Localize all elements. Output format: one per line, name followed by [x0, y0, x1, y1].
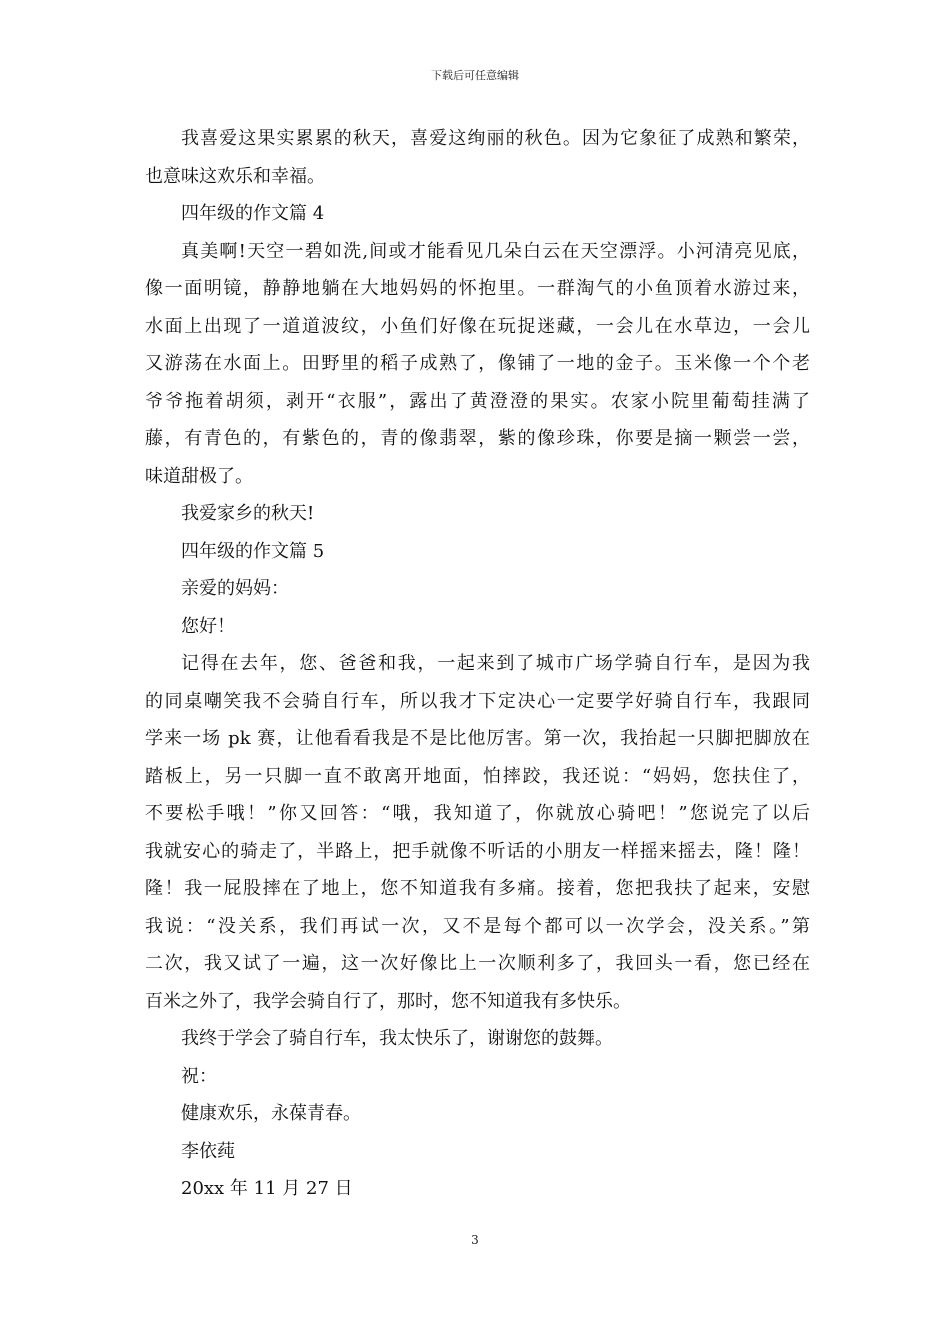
letter-signature: 李依莼 — [181, 1140, 235, 1162]
paragraph-line: 我说：“没关系，我们再试一次，又不是每个都可以一次学会，没关系。”第 — [145, 915, 810, 937]
paragraph-line: 又游荡在水面上。田野里的稻子成熟了，像铺了一地的金子。玉米像一个个老 — [145, 353, 810, 374]
paragraph-line: 我爱家乡的秋天! — [181, 503, 315, 524]
paragraph-line: 隆！我一屁股摔在了地上，您不知道我有多痛。接着，您把我扶了起来，安慰 — [145, 878, 810, 899]
paragraph-line: 二次，我又试了一遍，这一次好像比上一次顺利多了，我回头一看，您已经在 — [145, 953, 810, 974]
letter-salutation: 亲爱的妈妈： — [181, 578, 289, 599]
paragraph-line: 我就安心的骑走了，半路上，把手就像不听话的小朋友一样摇来摇去，隆！隆！ — [145, 840, 810, 862]
section-heading: 四年级的作文篇 4 — [181, 203, 325, 224]
letter-greeting: 您好！ — [181, 615, 235, 637]
paragraph-line: 不要松手哦！”你又回答：“哦，我知道了，你就放心骑吧！”您说完了以后 — [145, 803, 810, 824]
paragraph-line: 水面上出现了一道道波纹，小鱼们好像在玩捉迷藏，一会儿在水草边，一会儿 — [145, 315, 810, 337]
document-body — [145, 120, 810, 1208]
page-number: 3 — [471, 1233, 479, 1247]
paragraph-line: 像一面明镜，静静地躺在大地妈妈的怀抱里。一群淘气的小鱼顶着水游过来， — [145, 278, 810, 299]
paragraph-line: 也意味这欢乐和幸福。 — [145, 165, 325, 187]
letter-closing-wish: 健康欢乐，永葆青春。 — [181, 1103, 361, 1124]
paragraph-line: 记得在去年，您、爸爸和我，一起来到了城市广场学骑自行车，是因为我 — [181, 653, 810, 674]
paragraph-line: 味道甜极了。 — [145, 465, 253, 487]
section-heading: 四年级的作文篇 5 — [181, 540, 325, 562]
paragraph-line: 真美啊!天空一碧如洗,间或才能看见几朵白云在天空漂浮。小河清亮见底， — [181, 240, 810, 262]
paragraph-line: 我喜爱这果实累累的秋天，喜爱这绚丽的秋色。因为它象征了成熟和繁荣， — [181, 128, 810, 149]
page-header: 下载后可任意编辑 — [431, 69, 519, 82]
paragraph-line: 的同桌嘲笑我不会骑自行车，所以我才下定决心一定要学好骑自行车，我跟同 — [145, 690, 810, 712]
paragraph-line: 藤，有青色的，有紫色的，青的像翡翠，紫的像珍珠，你要是摘一颗尝一尝， — [145, 428, 810, 449]
paragraph-line: 百米之外了，我学会骑自行了，那时，您不知道我有多快乐。 — [145, 990, 631, 1012]
letter-closing: 祝： — [181, 1065, 217, 1087]
paragraph-line: 爷爷拖着胡须，剥开“衣服”，露出了黄澄澄的果实。农家小院里葡萄挂满了 — [145, 390, 810, 412]
paragraph-line: 踏板上，另一只脚一直不敢离开地面，怕摔跤，我还说：“妈妈，您扶住了， — [145, 765, 810, 787]
paragraph-line: 学来一场 pk 赛，让他看看我是不是比他厉害。第一次，我抬起一只脚把脚放在 — [145, 728, 810, 749]
letter-date: 20xx 年 11 月 27 日 — [181, 1178, 353, 1199]
paragraph-line: 我终于学会了骑自行车，我太快乐了，谢谢您的鼓舞。 — [181, 1028, 613, 1049]
